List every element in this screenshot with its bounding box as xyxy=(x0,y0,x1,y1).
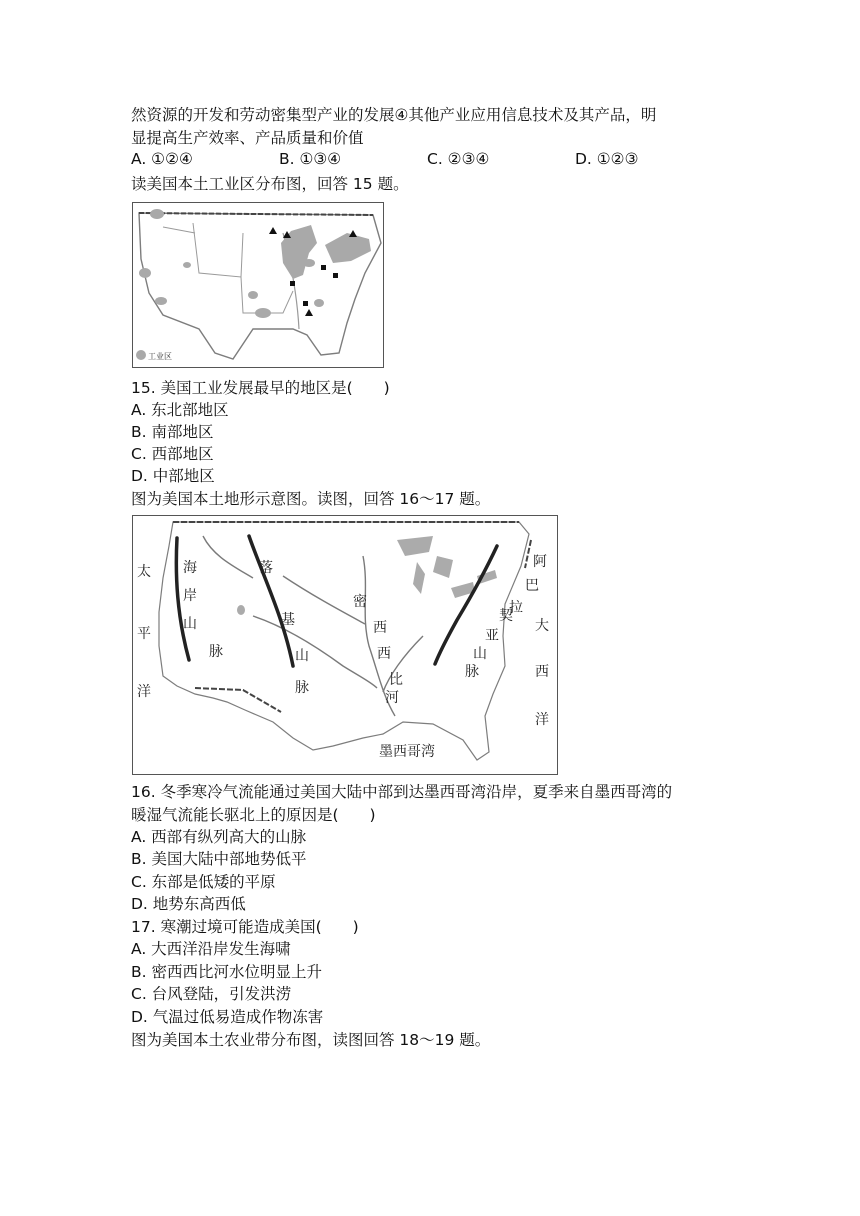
mississippi-label-4: 比 xyxy=(389,672,403,688)
industrial-map-figure xyxy=(133,203,383,367)
legend-label: 工业区 xyxy=(148,352,172,361)
coast-range-label-4: 脉 xyxy=(209,644,223,660)
pacific-label-1: 太 xyxy=(137,564,151,580)
q14-option-a: A. ①②④ xyxy=(131,150,193,168)
appalachian-right-label-3: 拉 xyxy=(509,600,523,616)
mississippi-label-2: 西 xyxy=(373,620,387,636)
q17-option-b: B. 密西西比河水位明显上升 xyxy=(131,963,322,981)
q17-stem: 17. 寒潮过境可能造成美国( ) xyxy=(131,918,359,936)
atlantic-label-3: 洋 xyxy=(535,712,549,728)
appalachian-right-label-4: 契 xyxy=(499,608,513,624)
q15-option-a: A. 东北部地区 xyxy=(131,401,229,419)
q16-option-a: A. 西部有纵列高大的山脉 xyxy=(131,828,307,846)
coast-range-label-2: 岸 xyxy=(183,588,197,604)
rocky-label-3: 山 xyxy=(295,648,309,664)
q15-option-b: B. 南部地区 xyxy=(131,423,214,441)
appalachian-right-label-1: 阿 xyxy=(533,554,547,570)
intro-line-1: 然资源的开发和劳动密集型产业的发展④其他产业应用信息技术及其产品，明 xyxy=(131,106,657,124)
gulf-label: 墨西哥湾 xyxy=(379,744,435,760)
map1-lead: 读美国本土工业区分布图，回答 15 题。 xyxy=(131,175,409,193)
q16-option-d: D. 地势东高西低 xyxy=(131,895,246,913)
q16-option-c: C. 东部是低矮的平原 xyxy=(131,873,276,891)
q15-option-c: C. 西部地区 xyxy=(131,445,214,463)
q15-stem: 15. 美国工业发展最早的地区是( ) xyxy=(131,379,390,397)
landform-map xyxy=(132,515,558,775)
atlantic-label-1: 大 xyxy=(535,618,549,634)
rocky-label-4: 脉 xyxy=(295,680,309,696)
legend-swatch xyxy=(136,350,146,360)
appalachian-left-label-2: 山 xyxy=(473,646,487,662)
appalachian-left-label-3: 脉 xyxy=(465,664,479,680)
q14-option-c: C. ②③④ xyxy=(427,150,490,168)
mississippi-label-3: 西 xyxy=(377,646,391,662)
closing-lead: 图为美国本土农业带分布图，读图回答 18～19 题。 xyxy=(131,1031,491,1049)
mississippi-label-1: 密 xyxy=(353,594,367,610)
coast-range-label-3: 山 xyxy=(183,616,197,632)
pacific-label-2: 平 xyxy=(137,626,151,642)
industrial-map xyxy=(132,202,384,368)
intro-line-2: 显提高生产效率、产品质量和价值 xyxy=(131,129,364,147)
map2-lead: 图为美国本土地形示意图。读图，回答 16～17 题。 xyxy=(131,490,491,508)
pacific-label-3: 洋 xyxy=(137,684,151,700)
mississippi-label-5: 河 xyxy=(385,690,399,706)
landform-map-figure xyxy=(133,516,557,774)
q14-options xyxy=(131,150,731,172)
q17-option-d: D. 气温过低易造成作物冻害 xyxy=(131,1008,324,1026)
q14-option-b: B. ①③④ xyxy=(279,150,342,168)
q17-option-a: A. 大西洋沿岸发生海啸 xyxy=(131,940,291,958)
q15-option-d: D. 中部地区 xyxy=(131,467,215,485)
q16-stem-line-1: 16. 冬季寒冷气流能通过美国大陆中部到达墨西哥湾沿岸，夏季来自墨西哥湾的 xyxy=(131,783,673,801)
q16-stem-line-2: 暖湿气流能长驱北上的原因是( ) xyxy=(131,806,376,824)
rocky-label-2: 基 xyxy=(281,612,295,628)
q16-option-b: B. 美国大陆中部地势低平 xyxy=(131,850,307,868)
coast-range-label-1: 海 xyxy=(183,560,197,576)
appalachian-left-label-1: 亚 xyxy=(485,628,499,644)
atlantic-label-2: 西 xyxy=(535,664,549,680)
q17-option-c: C. 台风登陆，引发洪涝 xyxy=(131,985,292,1003)
rocky-label-1: 落 xyxy=(259,560,273,576)
q14-option-d: D. ①②③ xyxy=(575,150,639,168)
appalachian-right-label-2: 巴 xyxy=(525,578,539,594)
